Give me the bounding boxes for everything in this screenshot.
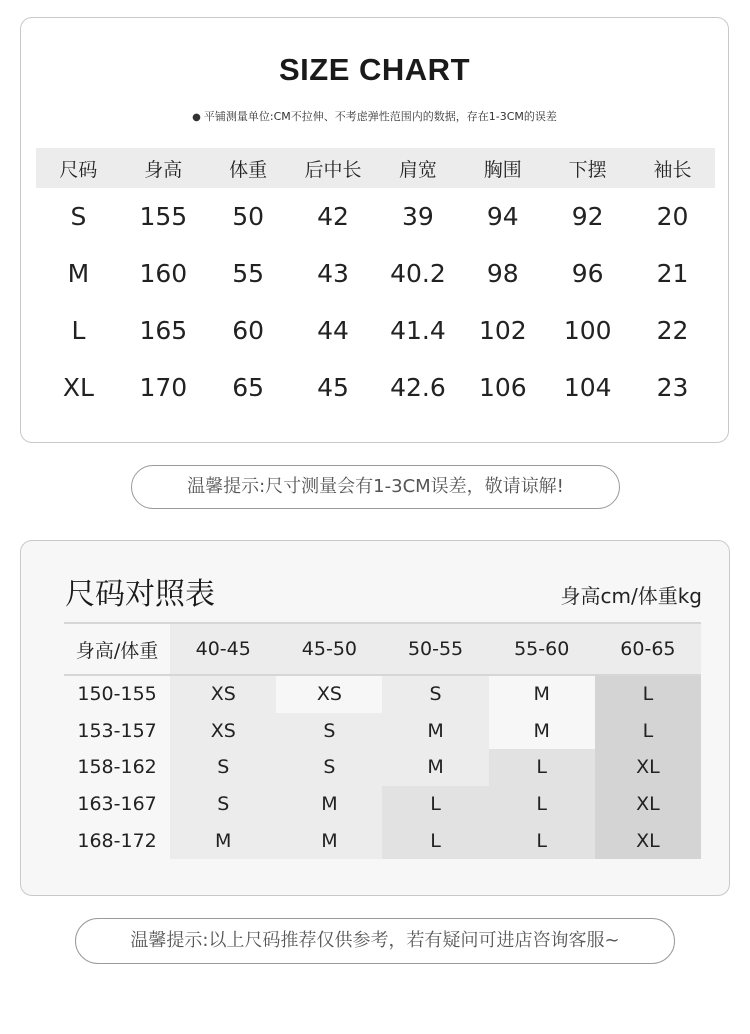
measurement-note-text: 平铺测量单位:CM不拉伸、不考虑弹性范围内的数据，存在1-3CM的误差 <box>203 110 557 123</box>
size-table-cell: 165 <box>139 316 188 345</box>
size-table <box>36 148 715 416</box>
size-table-cell: 106 <box>478 373 527 402</box>
height-range-label: 158-162 <box>64 749 170 786</box>
recommended-size-cell: XL <box>595 786 701 823</box>
size-table-cell: 96 <box>571 259 604 288</box>
recommended-size-cell: S <box>382 675 488 713</box>
reference-corner-label: 身高/体重 <box>64 623 170 675</box>
recommended-size-cell: S <box>170 749 276 786</box>
recommended-size-cell: XS <box>170 675 276 713</box>
recommended-size-cell: M <box>276 786 382 823</box>
header-chest: 胸围 <box>460 148 545 188</box>
recommended-size-cell: L <box>382 786 488 823</box>
reference-row <box>64 822 701 859</box>
size-table-header-row <box>36 148 715 188</box>
header-shoulder: 肩宽 <box>376 148 461 188</box>
size-table-cell: 94 <box>486 202 519 231</box>
recommended-size-cell: L <box>489 786 595 823</box>
recommended-size-cell: L <box>489 749 595 786</box>
recommended-size-cell: S <box>276 713 382 750</box>
size-table-cell: 160 <box>139 259 188 288</box>
reference-unit: 身高cm/体重kg <box>560 584 702 608</box>
size-table-cell: 44 <box>317 316 349 345</box>
recommended-size-cell: S <box>170 786 276 823</box>
measurement-tip: 温馨提示:尺寸测量会有1-3CM误差，敬请谅解! <box>131 465 620 509</box>
weight-col-60-65: 60-65 <box>595 623 701 675</box>
weight-col-45-50: 45-50 <box>276 623 382 675</box>
size-table-row <box>36 302 715 359</box>
recommended-size-cell: L <box>489 822 595 859</box>
header-sleeve: 袖长 <box>630 148 715 188</box>
weight-col-40-45: 40-45 <box>170 623 276 675</box>
size-table-cell: M <box>67 259 90 288</box>
size-table-cell: 102 <box>478 316 527 345</box>
recommended-size-cell: M <box>489 675 595 713</box>
size-table-cell: XL <box>62 373 94 402</box>
size-table-cell: 92 <box>571 202 604 231</box>
height-range-label: 163-167 <box>64 786 170 823</box>
size-table-cell: 60 <box>232 316 265 345</box>
size-table-row <box>36 245 715 302</box>
size-table-cell: 42 <box>317 202 349 231</box>
size-table-cell: 39 <box>402 202 434 231</box>
reference-row <box>64 786 701 823</box>
size-table-cell: 98 <box>486 259 519 288</box>
height-range-label: 150-155 <box>64 675 170 713</box>
recommended-size-cell: L <box>595 713 701 750</box>
recommended-size-cell: M <box>382 749 488 786</box>
header-size: 尺码 <box>36 148 121 188</box>
reference-table <box>64 622 701 859</box>
size-table-cell: 41.4 <box>390 316 446 345</box>
recommended-size-cell: XS <box>276 675 382 713</box>
size-table-cell: S <box>70 202 87 231</box>
size-table-cell: 22 <box>656 316 689 345</box>
size-table-cell: 50 <box>232 202 265 231</box>
height-range-label: 153-157 <box>64 713 170 750</box>
bullet-dot-icon: ● <box>192 112 201 123</box>
size-table-cell: L <box>71 316 86 345</box>
size-table-row <box>36 188 715 245</box>
size-table-cell: 170 <box>139 373 188 402</box>
size-table-cell: 104 <box>563 373 612 402</box>
recommended-size-cell: L <box>595 675 701 713</box>
height-range-label: 168-172 <box>64 822 170 859</box>
size-table-cell: 55 <box>232 259 265 288</box>
reference-row <box>64 713 701 750</box>
size-chart-card <box>20 17 729 443</box>
weight-col-50-55: 50-55 <box>382 623 488 675</box>
size-table-cell: 20 <box>656 202 689 231</box>
header-height: 身高 <box>121 148 206 188</box>
size-reference-card <box>20 540 730 896</box>
recommended-size-cell: M <box>276 822 382 859</box>
recommended-size-cell: M <box>489 713 595 750</box>
reference-header-row <box>64 623 701 675</box>
size-table-cell: 100 <box>563 316 612 345</box>
size-table-cell: 43 <box>317 259 349 288</box>
reference-title: 尺码对照表 <box>65 577 215 612</box>
header-back-length: 后中长 <box>291 148 376 188</box>
size-table-cell: 40.2 <box>390 259 446 288</box>
header-weight: 体重 <box>206 148 291 188</box>
reference-row <box>64 675 701 713</box>
weight-col-55-60: 55-60 <box>489 623 595 675</box>
size-table-cell: 65 <box>232 373 265 402</box>
recommended-size-cell: XL <box>595 749 701 786</box>
recommended-size-cell: S <box>276 749 382 786</box>
size-chart-title: SIZE CHART <box>279 52 470 87</box>
recommended-size-cell: M <box>170 822 276 859</box>
size-table-cell: 45 <box>317 373 349 402</box>
recommended-size-cell: M <box>382 713 488 750</box>
reference-row <box>64 749 701 786</box>
header-hem: 下摆 <box>545 148 630 188</box>
recommendation-tip: 温馨提示:以上尺码推荐仅供参考，若有疑问可进店咨询客服~ <box>75 918 675 964</box>
measurement-note <box>21 108 728 124</box>
recommended-size-cell: XL <box>595 822 701 859</box>
size-table-cell: 23 <box>656 373 689 402</box>
size-table-cell: 42.6 <box>390 373 446 402</box>
size-table-cell: 155 <box>139 202 188 231</box>
recommended-size-cell: XS <box>170 713 276 750</box>
size-table-row <box>36 359 715 416</box>
size-table-cell: 21 <box>656 259 689 288</box>
recommended-size-cell: L <box>382 822 488 859</box>
